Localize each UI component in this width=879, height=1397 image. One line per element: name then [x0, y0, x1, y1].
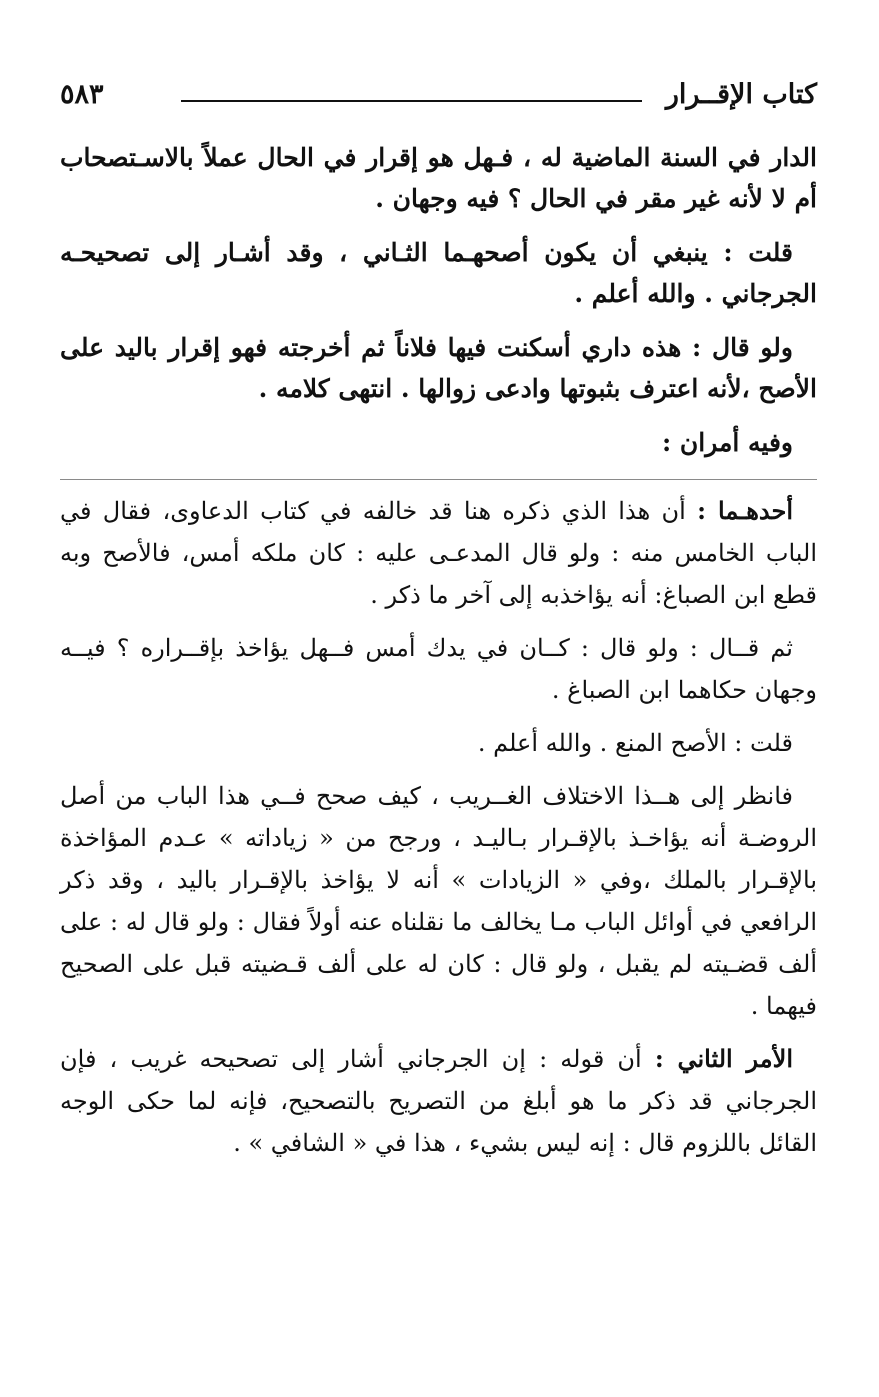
- header-rule: [181, 100, 642, 102]
- bold-text-block: [60, 137, 817, 463]
- paragraph-lead: الأمر الثاني :: [654, 1044, 793, 1073]
- paragraph-body: أن هذا الذي ذكره هنا قد خالفه في كتاب الدعاوى، فقال في الباب الخامس منه : ولو قال المدعـى عليه : كان ملكه أمس، فالأصح وبه قطع ابن الصباغ: أنه يؤاخذبه إلى آخر ما ذكر .: [60, 497, 817, 609]
- page-number: ٥٨٣: [60, 79, 104, 110]
- paragraph: قلت : الأصح المنع . والله أعلم .: [477, 729, 793, 757]
- paragraph: وفيه أمران :: [661, 428, 793, 457]
- section-divider: [60, 479, 817, 480]
- page-header: [60, 78, 817, 118]
- paragraph: الدار في السنة الماضية له ، فـهل هو إقرار في الحال عملاً بالاسـتصحاب أم لا لأنه غير مقر في الحال ؟ فيه وجهان .: [60, 143, 817, 213]
- paragraph: [60, 1038, 817, 1164]
- paragraph-lead: أحدهـما :: [697, 496, 793, 525]
- paragraph-body: أن قوله : إن الجرجاني أشار إلى تصحيحه غريب ، فإن الجرجاني قد ذكر ما هو أبلغ من التصريح بالتصحيح، فإنه لما حكى الوجه القائل باللزوم قال : إنه ليس بشيء ، هذا في « الشافي » .: [60, 1045, 817, 1157]
- paragraph: فانظر إلى هــذا الاختلاف الغــريب ، كيف صحح فــي هذا الباب من أصل الروضـة أنه يؤاخـذ بالإقـرار بـاليـد ، ورجح من « زياداته » عـدم المؤاخذة بالإقـرار بالملك ،وفي « الزيادات » أنه لا يؤاخذ بالإقـرار باليد ، وقد ذكر الرافعي في أوائل الباب مـا يخالف ما نقلناه عنه أولاً فقال : ولو قال له : على ألف قضـيته لم يقبل ، ولو قال : كان له على ألف قـضيته قبل على الصحيح فيهما .: [60, 782, 817, 1020]
- commentary-block: [60, 490, 817, 1164]
- paragraph: ثم قــال : ولو قال : كــان في يدك أمس فــهل يؤاخذ بإقــراره ؟ فيــه وجهان حكاهما ابن الصباغ .: [60, 634, 817, 704]
- page-body: [60, 137, 817, 1164]
- paragraph: ولو قال : هذه داري أسكنت فيها فلاناً ثم أخرجته فهو إقرار باليد على الأصح ،لأنه اعترف بثبوتها وادعى زوالها . انتهى كلامه .: [60, 333, 817, 403]
- running-title: كتاب الإقــرار: [665, 79, 817, 110]
- paragraph: [60, 490, 817, 616]
- paragraph: قلت : ينبغي أن يكون أصحهـما الثـاني ، وقد أشـار إلى تصحيحـه الجرجاني . والله أعلم .: [60, 238, 817, 308]
